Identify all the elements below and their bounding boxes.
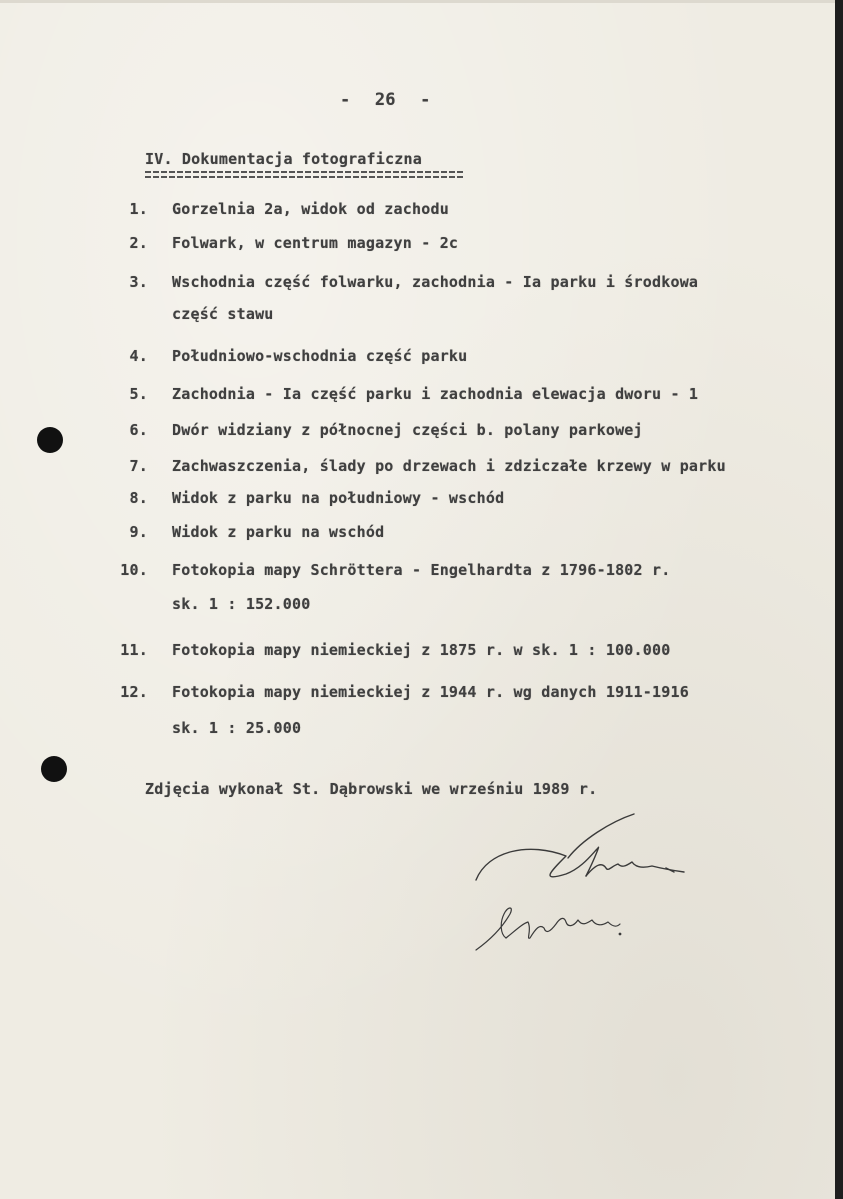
page-number: - 26 - xyxy=(340,90,431,110)
list-item-text: Zachodnia - Ia część parku i zachodnia elewacja dworu - 1 xyxy=(172,385,699,403)
list-item-text: Fotokopia mapy Schröttera - Engelhardta z 1796-1802 r. xyxy=(172,561,671,579)
heading-double-underline xyxy=(145,171,463,179)
list-item-text-continued: część stawu xyxy=(172,305,274,323)
photographer-note: Zdjęcia wykonał St. Dąbrowski we wrześniu 1989 r. xyxy=(145,780,598,798)
list-item-text: Folwark, w centrum magazyn - 2c xyxy=(172,234,459,252)
list-item-text: Fotokopia mapy niemieckiej z 1944 r. wg danych 1911-1916 xyxy=(172,683,689,701)
list-item-text: Widok z parku na wschód xyxy=(172,523,385,541)
list-item-number: 5. xyxy=(129,385,148,403)
list-item-number: 12. xyxy=(120,683,148,701)
handwritten-signatures xyxy=(470,810,700,960)
list-item-number: 8. xyxy=(129,489,148,507)
list-item-number: 2. xyxy=(129,234,148,252)
signature-dabrowski xyxy=(476,814,684,880)
punch-hole xyxy=(41,756,67,782)
list-item-text: Dwór widziany z północnej części b. polany parkowej xyxy=(172,421,643,439)
list-item-number: 4. xyxy=(129,347,148,365)
list-item-text: Południowo-wschodnia część parku xyxy=(172,347,468,365)
list-item-number: 1. xyxy=(129,200,148,218)
list-item-text-continued: sk. 1 : 152.000 xyxy=(172,595,311,613)
list-item-text: Fotokopia mapy niemieckiej z 1875 r. w sk. 1 : 100.000 xyxy=(172,641,671,659)
list-item-text: Gorzelnia 2a, widok od zachodu xyxy=(172,200,449,218)
scan-border xyxy=(835,0,843,1199)
section-heading: IV. Dokumentacja fotograficzna xyxy=(145,150,422,168)
list-item-number: 9. xyxy=(129,523,148,541)
list-item-number: 11. xyxy=(120,641,148,659)
list-item-text-continued: sk. 1 : 25.000 xyxy=(172,719,302,737)
list-item-number: 10. xyxy=(120,561,148,579)
list-item-number: 3. xyxy=(129,273,148,291)
list-item-number: 7. xyxy=(129,457,148,475)
list-item-text: Zachwaszczenia, ślady po drzewach i zdziczałe krzewy w parku xyxy=(172,457,726,475)
list-item-number: 6. xyxy=(129,421,148,439)
page-top-edge xyxy=(0,0,843,3)
signature-szymkiewicz xyxy=(476,908,621,950)
punch-hole xyxy=(37,427,63,453)
list-item-text: Wschodnia część folwarku, zachodnia - Ia parku i środkowa xyxy=(172,273,699,291)
list-item-text: Widok z parku na południowy - wschód xyxy=(172,489,505,507)
